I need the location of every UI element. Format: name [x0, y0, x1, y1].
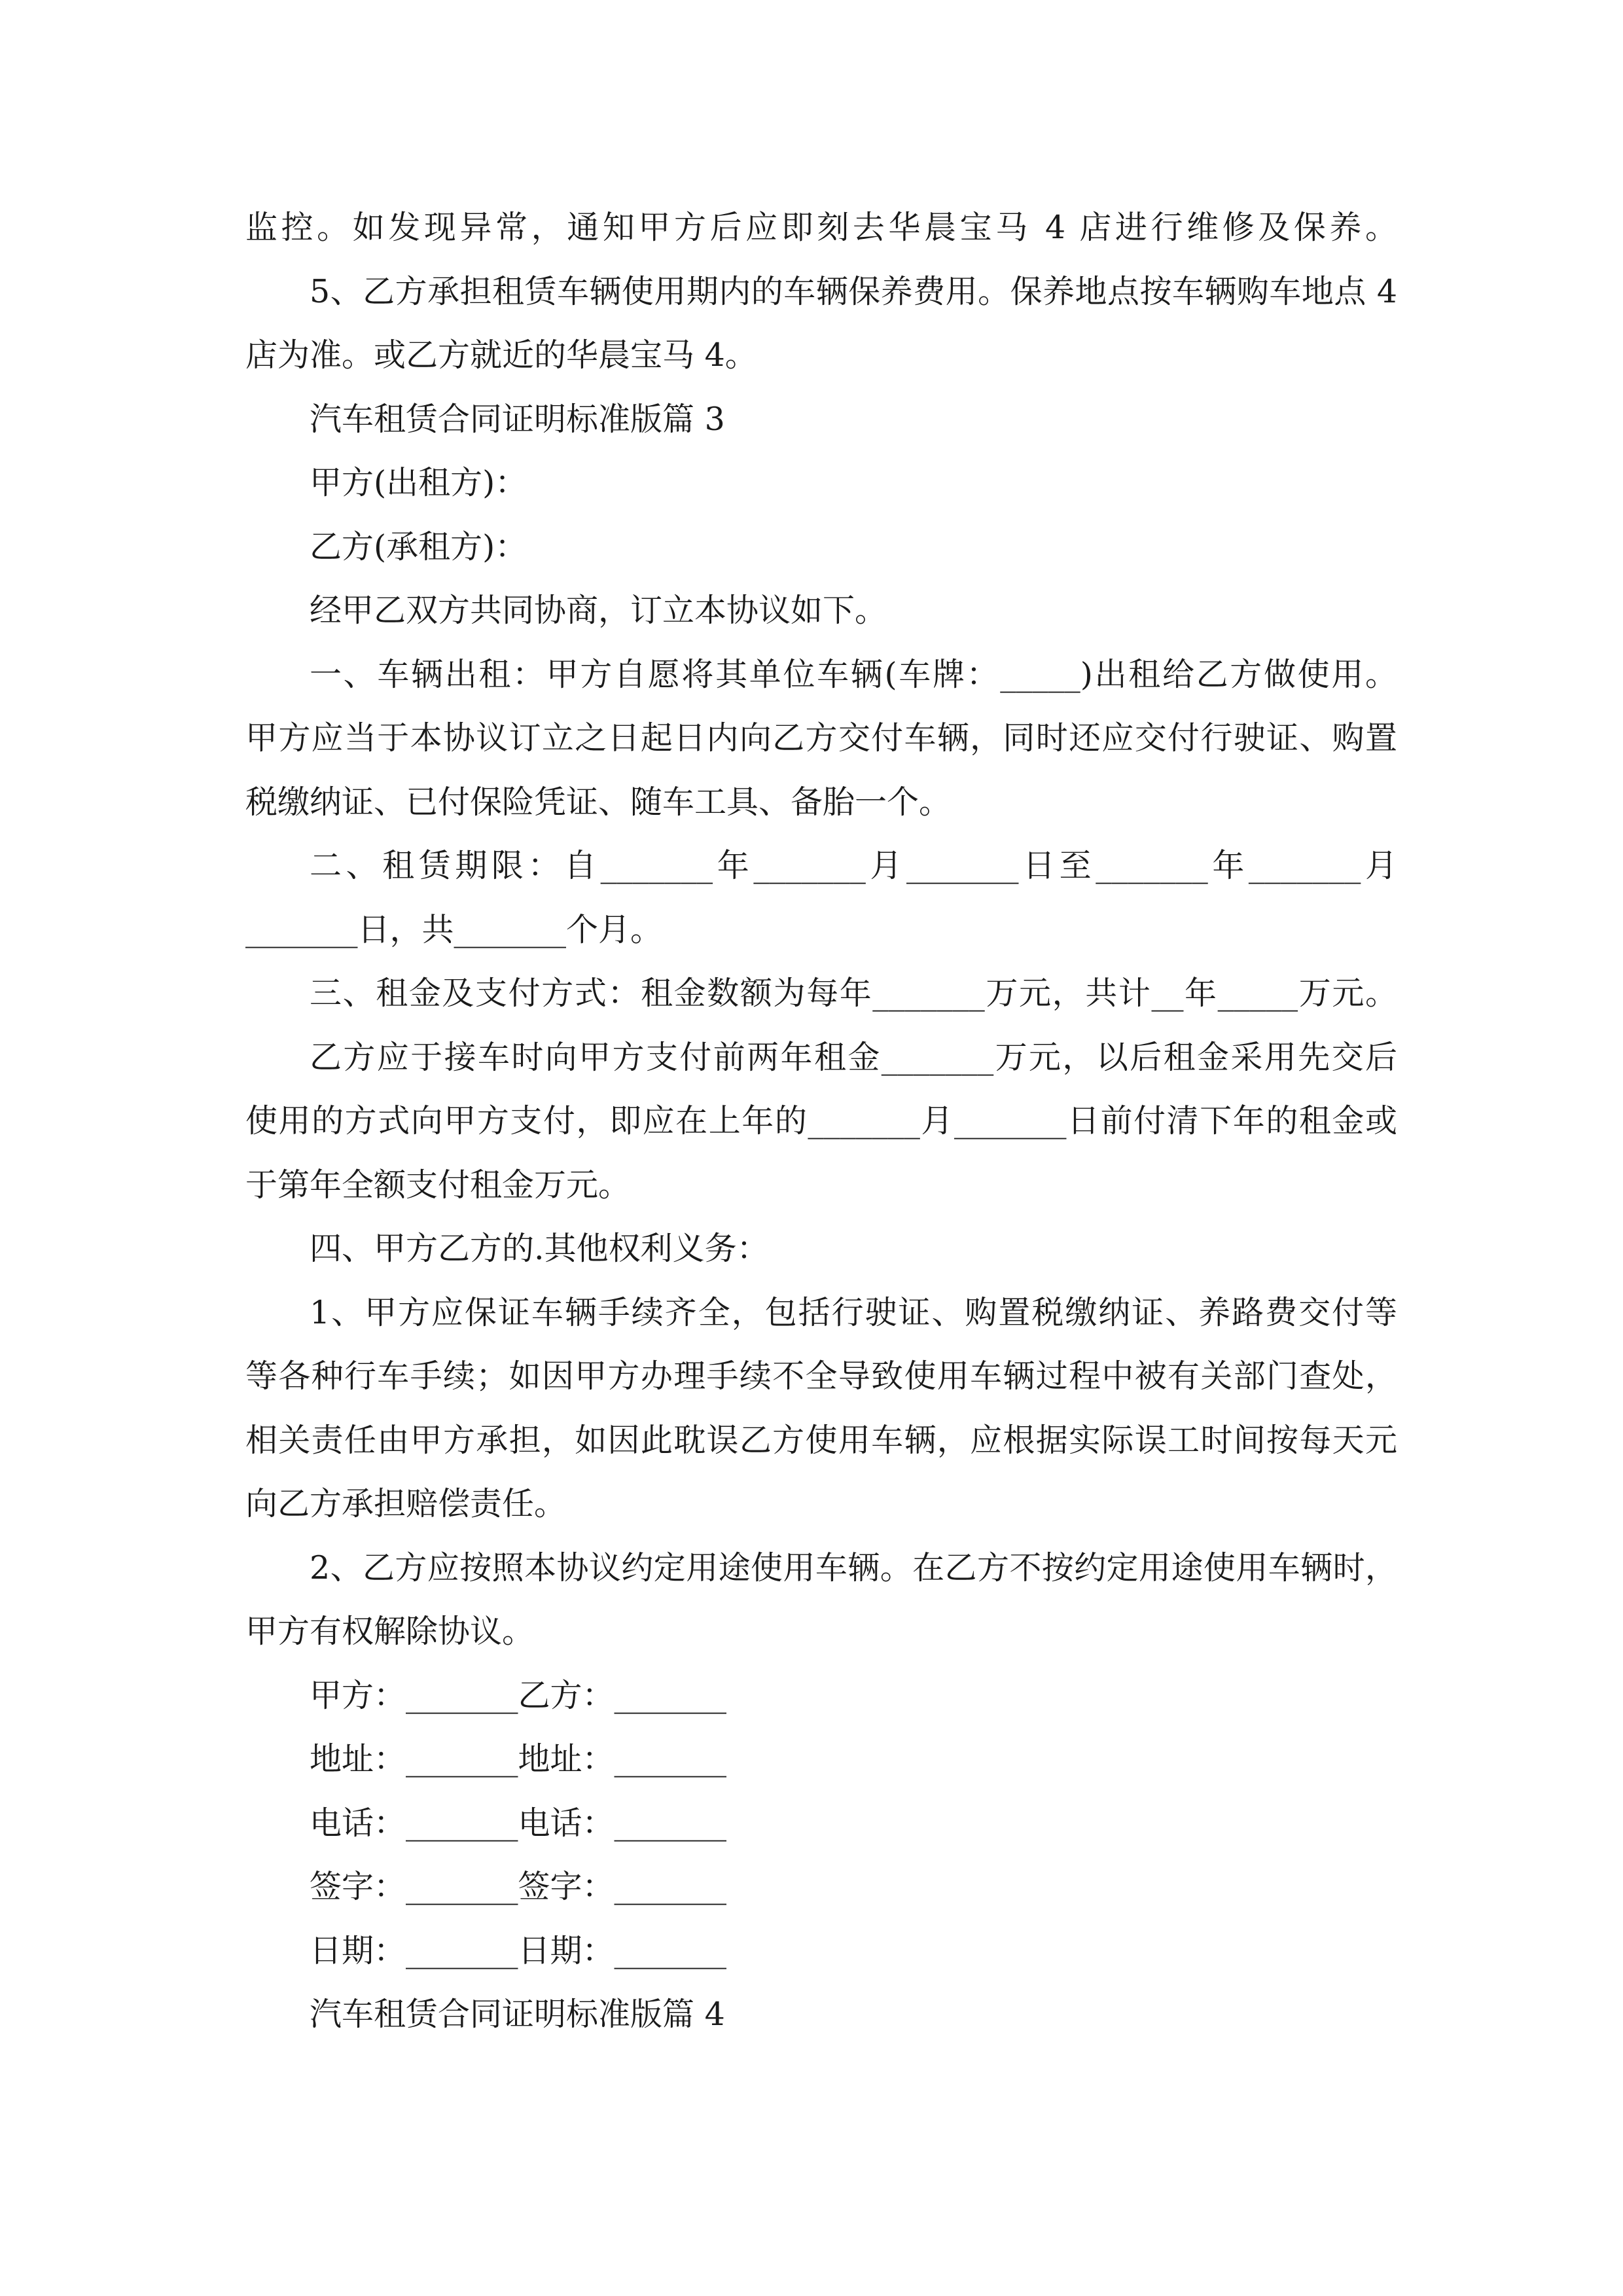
- text-line: 税缴纳证、已付保险凭证、随车工具、备胎一个。: [245, 783, 952, 821]
- section-heading: 汽车租赁合同证明标准版篇 3: [310, 401, 725, 438]
- text-line: 三、租金及支付方式：租金数额为每年_______万元，共计__年_____万元。: [310, 975, 1397, 1012]
- text-line: 于第年全额支付租金万元。: [245, 1166, 631, 1204]
- text-line: 向乙方承担赔偿责任。: [245, 1485, 567, 1522]
- text-line: 等各种行车手续；如因甲方办理手续不全导致使用车辆过程中被有关部门查处，: [245, 1357, 1397, 1395]
- text-line: 5、乙方承担租赁车辆使用期内的车辆保养费用。保养地点按车辆购车地点 4: [310, 273, 1397, 310]
- signature-field-row: 地址：_______地址：_______: [310, 1740, 727, 1778]
- text-line: 四、甲方乙方的.其他权利义务：: [310, 1230, 769, 1267]
- text-line: 监控。如发现异常，通知甲方后应即刻去华晨宝马 4 店进行维修及保养。: [245, 209, 1397, 246]
- signature-field-row: 签字：_______签字：_______: [310, 1868, 727, 1905]
- text-line: 使用的方式向甲方支付，即应在上年的_______月_______日前付清下年的租金或: [245, 1102, 1397, 1139]
- signature-field-row: 电话：_______电话：_______: [310, 1804, 727, 1842]
- text-line: 甲方(出租方)：: [310, 464, 527, 501]
- signature-field-row: 日期：_______日期：_______: [310, 1932, 727, 1969]
- text-line: 乙方(承租方)：: [310, 528, 527, 565]
- signature-field-row: 甲方：_______乙方：_______: [310, 1677, 727, 1714]
- text-line: 2、乙方应按照本协议约定用途使用车辆。在乙方不按约定用途使用车辆时，: [310, 1549, 1397, 1587]
- text-line: 乙方应于接车时向甲方支付前两年租金_______万元，以后租金采用先交后: [310, 1039, 1397, 1076]
- text-line: 甲方有权解除协议。: [245, 1613, 535, 1650]
- text-line: 一、车辆出租：甲方自愿将其单位车辆(车牌：_____)出租给乙方做使用。: [310, 656, 1397, 693]
- text-line: 店为准。或乙方就近的华晨宝马 4。: [245, 336, 757, 374]
- text-line: 甲方应当于本协议订立之日起日内向乙方交付车辆，同时还应交付行驶证、购置: [245, 719, 1397, 757]
- text-line: 1、甲方应保证车辆手续齐全，包括行驶证、购置税缴纳证、养路费交付等: [310, 1294, 1397, 1331]
- text-line: 二、租赁期限：自_______年_______月_______日至_______年_______月: [310, 847, 1397, 884]
- text-line: 相关责任由甲方承担，如因此耽误乙方使用车辆，应根据实际误工时间按每天元: [245, 1422, 1397, 1459]
- section-heading: 汽车租赁合同证明标准版篇 4: [310, 1996, 725, 2033]
- text-line: _______日，共_______个月。: [245, 911, 663, 948]
- text-line: 经甲乙双方共同协商，订立本协议如下。: [310, 592, 887, 629]
